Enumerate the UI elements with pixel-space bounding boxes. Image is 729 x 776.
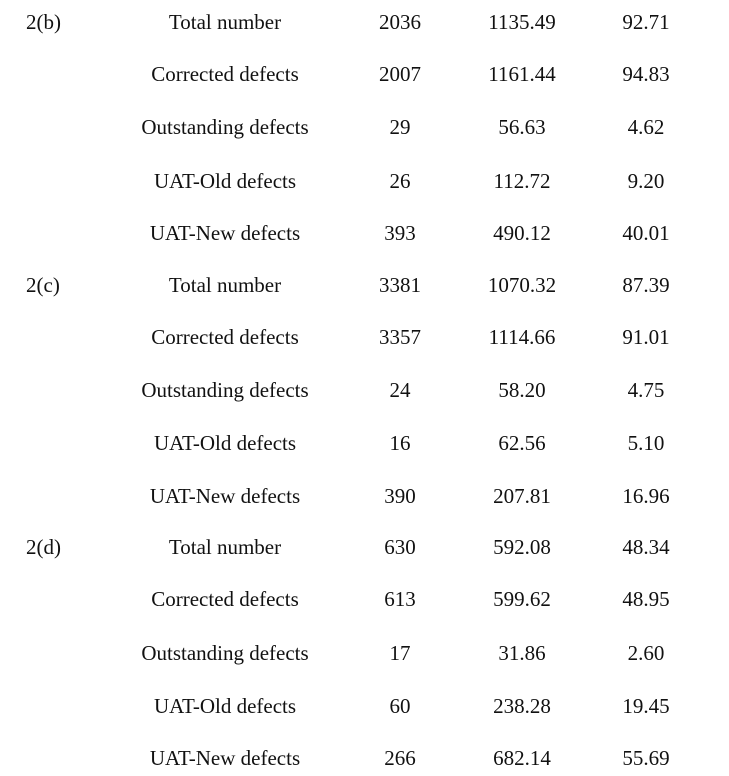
table-row — [0, 112, 729, 142]
value-cell: 682.14 — [493, 746, 551, 770]
value-cell: 1070.32 — [487, 273, 557, 297]
value-cell: 62.56 — [498, 431, 546, 455]
table-row — [0, 166, 729, 196]
row-label: UAT-Old defects — [153, 694, 297, 718]
count-cell: 3381 — [379, 273, 421, 297]
percent-cell: 48.95 — [622, 587, 670, 611]
table-row — [0, 7, 729, 37]
value-cell: 56.63 — [498, 115, 546, 139]
value-cell: 490.12 — [493, 221, 551, 245]
value-cell: 1161.44 — [488, 62, 556, 86]
percent-cell: 87.39 — [622, 273, 670, 297]
row-label: Corrected defects — [151, 62, 299, 86]
count-cell: 266 — [384, 746, 416, 770]
percent-cell: 91.01 — [622, 325, 670, 349]
value-cell: 1114.66 — [488, 325, 556, 349]
count-cell: 16 — [389, 431, 411, 455]
row-label: UAT-Old defects — [153, 431, 297, 455]
row-label: Total number — [168, 10, 282, 34]
count-cell: 630 — [384, 535, 416, 559]
count-cell: 390 — [384, 484, 416, 508]
group-label: 2(d) — [26, 535, 61, 559]
count-cell: 24 — [389, 378, 411, 402]
value-cell: 207.81 — [493, 484, 551, 508]
count-cell: 26 — [389, 169, 411, 193]
group-label: 2(c) — [26, 273, 60, 297]
row-label: Outstanding defects — [141, 378, 309, 402]
percent-cell: 92.71 — [622, 10, 670, 34]
row-label: UAT-New defects — [149, 746, 301, 770]
percent-cell: 5.10 — [627, 431, 665, 455]
count-cell: 3357 — [379, 325, 421, 349]
count-cell: 60 — [389, 694, 411, 718]
percent-cell: 55.69 — [622, 746, 670, 770]
table-row — [0, 375, 729, 405]
percent-cell: 2.60 — [627, 641, 665, 665]
group-label: 2(b) — [26, 10, 61, 34]
percent-cell: 40.01 — [622, 221, 670, 245]
count-cell: 29 — [389, 115, 411, 139]
count-cell: 2007 — [379, 62, 421, 86]
row-label: UAT-New defects — [149, 484, 301, 508]
count-cell: 2036 — [379, 10, 421, 34]
count-cell: 17 — [389, 641, 411, 665]
percent-cell: 16.96 — [622, 484, 670, 508]
row-label: Total number — [168, 535, 282, 559]
percent-cell: 9.20 — [627, 169, 665, 193]
count-cell: 613 — [384, 587, 416, 611]
value-cell: 599.62 — [493, 587, 551, 611]
percent-cell: 4.62 — [627, 115, 665, 139]
table-row — [0, 59, 729, 89]
value-cell: 238.28 — [493, 694, 551, 718]
table-row — [0, 481, 729, 511]
row-label: Outstanding defects — [141, 115, 309, 139]
table-row — [0, 270, 729, 300]
table-row — [0, 691, 729, 721]
value-cell: 31.86 — [498, 641, 546, 665]
row-label: Total number — [168, 273, 282, 297]
value-cell: 592.08 — [493, 535, 551, 559]
table-row — [0, 322, 729, 352]
table-row — [0, 743, 729, 773]
row-label: UAT-New defects — [149, 221, 301, 245]
row-label: Corrected defects — [151, 325, 299, 349]
table-row — [0, 584, 729, 614]
row-label: Outstanding defects — [141, 641, 309, 665]
value-cell: 1135.49 — [488, 10, 556, 34]
row-label: Corrected defects — [151, 587, 299, 611]
percent-cell: 19.45 — [622, 694, 670, 718]
percent-cell: 94.83 — [622, 62, 670, 86]
value-cell: 112.72 — [493, 169, 551, 193]
value-cell: 58.20 — [498, 378, 546, 402]
table-row — [0, 638, 729, 668]
table-row — [0, 428, 729, 458]
row-label: UAT-Old defects — [153, 169, 297, 193]
table-row — [0, 218, 729, 248]
table-row — [0, 532, 729, 562]
percent-cell: 48.34 — [622, 535, 670, 559]
count-cell: 393 — [384, 221, 416, 245]
percent-cell: 4.75 — [627, 378, 665, 402]
